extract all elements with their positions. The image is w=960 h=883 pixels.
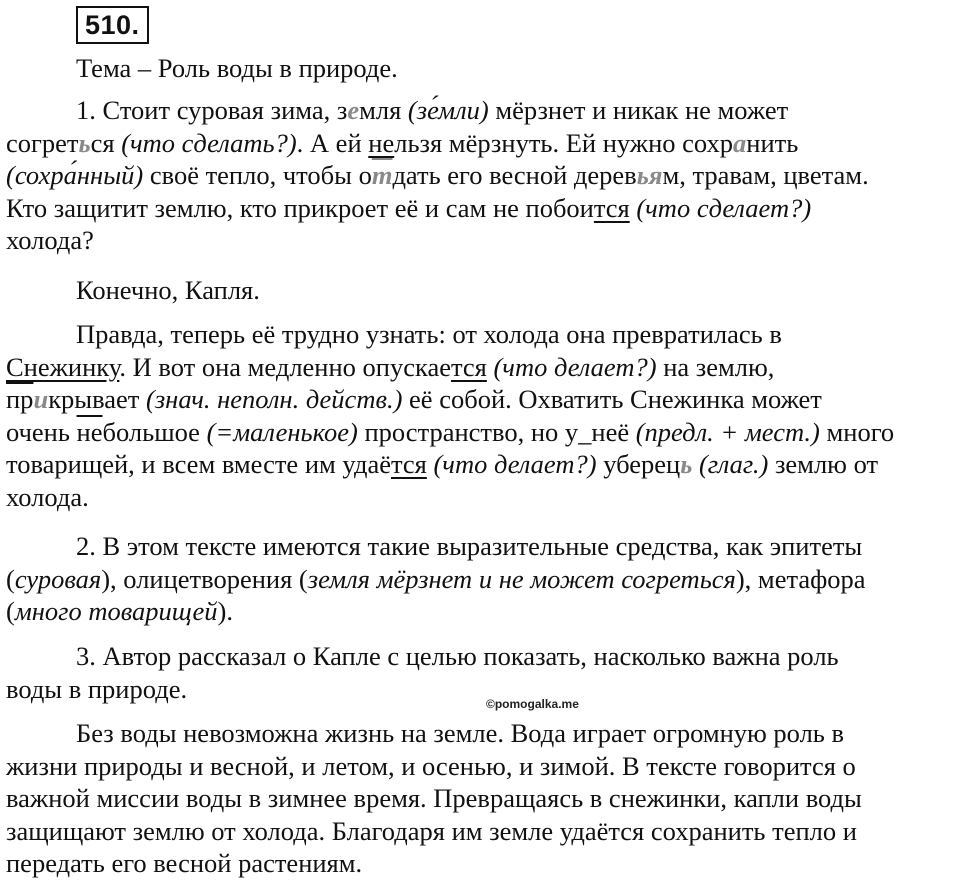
para4-line-2: (суровая), олицетворения (земля мёрзнет и не может согреться), метафора: [6, 563, 866, 594]
para4-line-1: 2. В этом тексте имеются такие выразительные средства, как эпитеты: [76, 531, 863, 561]
paragraph-4: [6, 530, 956, 628]
para3-line-1: Правда, теперь её трудно узнать: от холода она превратилась в: [76, 319, 782, 349]
paragraph-1: [6, 94, 956, 257]
paragraph-6: [6, 717, 956, 880]
para1-line-5: холода?: [6, 225, 94, 255]
para1-line-4: Кто защитит землю, кто прикроет её и сам не побоится (что сделает?): [6, 192, 812, 223]
para6-line-4: защищают землю от холода. Благодаря им земле удаётся сохранить тепло и: [6, 815, 857, 846]
para6-line-1: Без воды невозможна жизнь на земле. Вода играет огромную роль в: [76, 718, 845, 748]
para3-line-5: товарищей, и всем вместе им удаётся (что делает?) уберець (глаг.) землю от: [6, 449, 879, 479]
para3-line-6: холода.: [6, 481, 89, 512]
para6-line-2: жизни природы и весной, и летом, и осенью, и зимой. В тексте говорится о: [6, 750, 856, 781]
para3-line-4: очень небольшое (=маленькое) пространство, но у_неё (предл. + мест.) много: [6, 416, 895, 447]
watermark: ©pomogalka.me: [486, 697, 579, 711]
para1-line-3: (сохра́нный) своё тепло, чтобы отдать его весной деревьям, травам, цветам.: [6, 160, 869, 190]
para3-line-2: Снежинку. И вот она медленно опускается (что делает?) на землю,: [6, 351, 775, 382]
para1-line-2: согреться (что сделать?). А ей нельзя мёрзнуть. Ей нужно сохранить: [6, 127, 799, 158]
paragraph-2: Конечно, Капля.: [76, 275, 260, 305]
para1-line-1: 1. Стоит суровая зима, земля (зе́мли) мёрзнет и никак не может: [76, 95, 789, 125]
para6-line-3: важной миссии воды в зимнее время. Превращаясь в снежинки, капли воды: [6, 783, 862, 813]
paragraph-5: [6, 640, 956, 705]
para5-line-1: 3. Автор рассказал о Капле с целью показать, насколько важна роль: [76, 641, 839, 671]
para3-line-3: прикрывает (знач. неполн. действ.) её собой. Охватить Снежинка может: [6, 384, 822, 414]
para4-line-3: (много товарищей).: [6, 596, 233, 626]
exercise-number: 510.: [76, 6, 149, 44]
paragraph-3: [6, 318, 956, 513]
theme-line: Тема – Роль воды в природе.: [76, 53, 398, 83]
para5-line-2: воды в природе.: [6, 673, 188, 704]
para6-line-5: передать его весной растениям.: [6, 848, 363, 878]
